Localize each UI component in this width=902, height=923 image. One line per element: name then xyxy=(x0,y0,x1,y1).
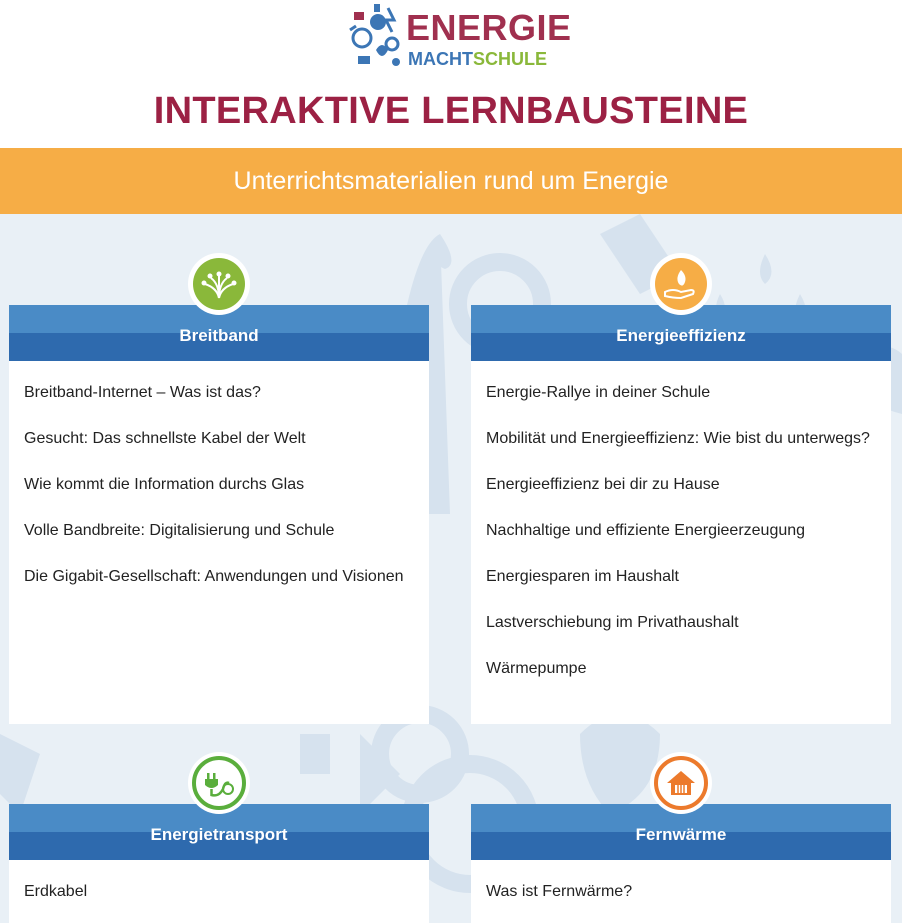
list-item[interactable]: Breitband-Internet – Was ist das? xyxy=(24,384,261,401)
logo-word-macht-schule xyxy=(408,49,547,69)
list-item[interactable]: Energieeffizienz bei dir zu Hause xyxy=(486,476,720,493)
card-list-fernwaerme xyxy=(471,860,891,923)
card-fernwaerme xyxy=(471,804,891,923)
list-item[interactable]: Was ist Fernwärme? xyxy=(486,883,633,900)
card-header-energieeffizienz[interactable] xyxy=(471,305,891,361)
list-item[interactable]: Erdkabel xyxy=(24,883,88,900)
card-icon-fernwaerme xyxy=(650,752,712,814)
hand-flame-icon xyxy=(661,264,701,304)
card-title-energieeffizienz: Energieeffizienz xyxy=(616,326,746,345)
page-header xyxy=(0,0,902,148)
page-title: INTERAKTIVE LERNBAUSTEINE xyxy=(153,90,749,132)
list-item[interactable]: Die Gigabit-Gesellschaft: Anwendungen und Visionen xyxy=(24,568,404,585)
card-icon-energietransport xyxy=(188,752,250,814)
card-energietransport xyxy=(9,804,429,923)
card-header-fernwaerme[interactable] xyxy=(471,804,891,860)
list-item[interactable]: Energiesparen im Haushalt xyxy=(486,568,679,585)
card-list-breitband xyxy=(9,361,429,619)
list-item[interactable]: Nachhaltige und effiziente Energieerzeugung xyxy=(486,522,806,539)
card-title-fernwaerme: Fernwärme xyxy=(635,825,727,844)
logo-word-schule: SCHULE xyxy=(473,49,548,69)
plug-icon xyxy=(201,765,237,801)
card-icon-breitband xyxy=(188,253,250,315)
card-title-energietransport: Energietransport xyxy=(150,825,288,844)
card-header-breitband[interactable] xyxy=(9,305,429,361)
card-title-breitband: Breitband xyxy=(179,326,259,345)
list-item[interactable]: Energie-Rallye in deiner Schule xyxy=(486,384,711,401)
energie-macht-schule-logo[interactable] xyxy=(348,0,572,72)
content-area xyxy=(0,214,902,923)
list-item[interactable]: Volle Bandbreite: Digitalisierung und Schule xyxy=(24,522,335,539)
card-header-energietransport[interactable] xyxy=(9,804,429,860)
energy-symbols-icon xyxy=(348,0,408,72)
list-item[interactable]: Wie kommt die Information durchs Glas xyxy=(24,476,305,493)
subtitle-banner xyxy=(0,148,902,214)
list-item[interactable]: Mobilität und Energieeffizienz: Wie bist du unterwegs? xyxy=(486,430,870,447)
list-item[interactable]: Lastverschiebung im Privathaushalt xyxy=(486,614,739,631)
fiber-optic-icon xyxy=(199,264,239,304)
card-list-energieeffizienz xyxy=(471,361,891,711)
logo-word-energie: ENERGIE xyxy=(406,7,572,48)
card-energieeffizienz xyxy=(471,305,891,724)
list-item[interactable]: Wärmepumpe xyxy=(486,660,587,677)
card-icon-energieeffizienz xyxy=(650,253,712,315)
banner-text: Unterrichtsmaterialien rund um Energie xyxy=(233,166,669,195)
house-heat-icon xyxy=(663,765,699,801)
card-list-energietransport xyxy=(9,860,429,923)
list-item[interactable]: Gesucht: Das schnellste Kabel der Welt xyxy=(24,430,306,447)
card-breitband xyxy=(9,305,429,724)
logo-word-macht: MACHT xyxy=(408,49,473,69)
